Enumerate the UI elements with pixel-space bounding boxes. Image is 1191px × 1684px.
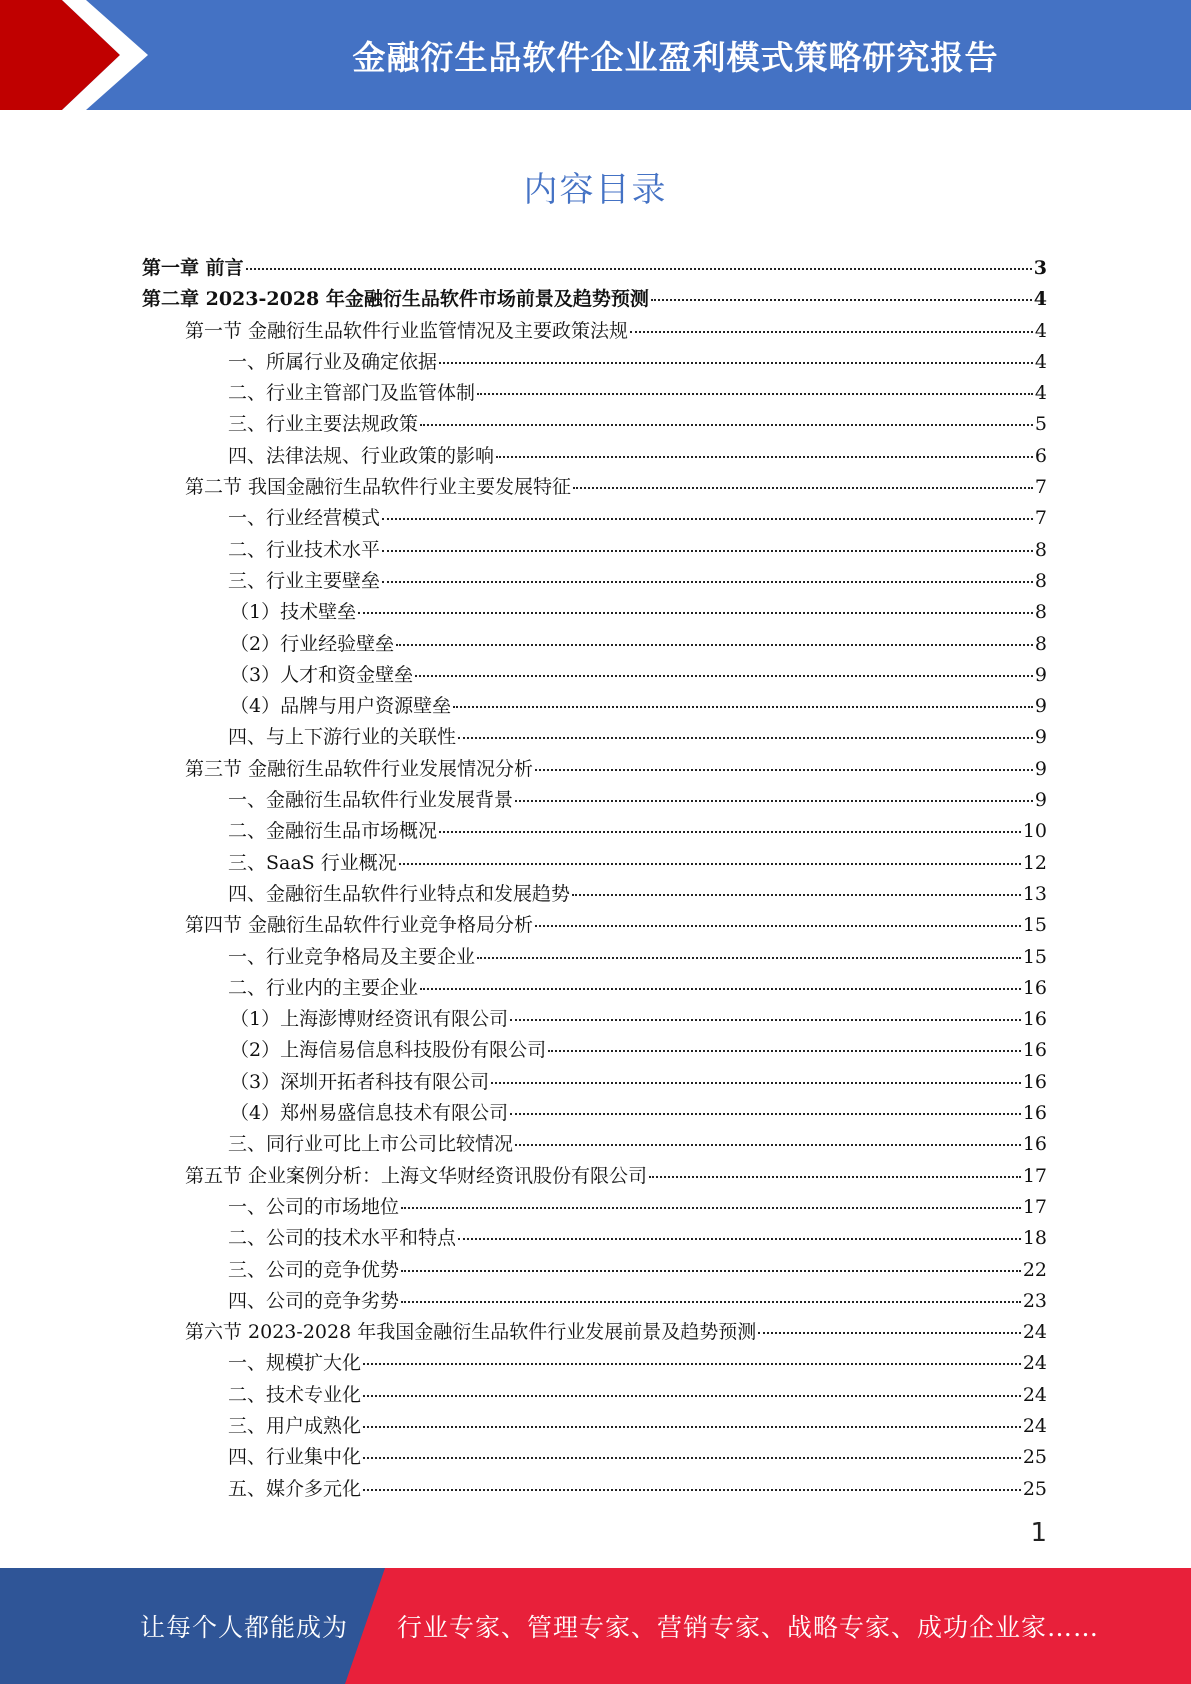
toc-entry[interactable] xyxy=(142,284,1047,315)
toc-entry-page: 4 xyxy=(1034,319,1047,342)
toc-entry[interactable] xyxy=(142,1067,1047,1098)
toc-entry-label: 二、金融衍生品市场概况 xyxy=(228,820,438,843)
toc-entry-page: 7 xyxy=(1034,507,1047,530)
toc-leader-dots xyxy=(458,737,1033,739)
toc-entry[interactable] xyxy=(142,848,1047,879)
toc-entry-page: 17 xyxy=(1022,1195,1047,1218)
toc-entry-page: 10 xyxy=(1022,820,1047,843)
toc-entry-label: （1）上海澎博财经资讯有限公司 xyxy=(230,1008,509,1031)
toc-entry[interactable] xyxy=(142,253,1047,284)
toc-entry-page: 24 xyxy=(1022,1414,1047,1437)
toc-entry-label: （2）上海信易信息科技股份有限公司 xyxy=(230,1039,547,1062)
toc-entry[interactable] xyxy=(142,1317,1047,1348)
toc-entry[interactable] xyxy=(142,722,1047,753)
toc-entry[interactable] xyxy=(142,441,1047,472)
footer-slogan-left: 让每个人都能成为 xyxy=(140,1613,349,1642)
page-number: 1 xyxy=(1030,1518,1047,1548)
toc-leader-dots xyxy=(358,612,1033,614)
toc-entry-page: 7 xyxy=(1034,476,1047,499)
toc-entry-page: 4 xyxy=(1034,382,1047,405)
toc-entry-label: 二、行业技术水平 xyxy=(228,538,381,561)
toc-entry-page: 15 xyxy=(1022,945,1047,968)
toc-leader-dots xyxy=(510,1113,1021,1115)
toc-leader-dots xyxy=(396,644,1033,646)
toc-entry-page: 9 xyxy=(1034,695,1047,718)
toc-entry-page: 5 xyxy=(1034,413,1047,436)
toc-leader-dots xyxy=(477,393,1033,395)
toc-entry-page: 18 xyxy=(1022,1227,1047,1250)
toc-entry-label: （4）郑州易盛信息技术有限公司 xyxy=(230,1102,509,1125)
toc-entry-page: 25 xyxy=(1022,1446,1047,1469)
toc-entry-label: 五、媒介多元化 xyxy=(228,1477,362,1500)
toc-leader-dots xyxy=(439,831,1021,833)
toc-entry[interactable] xyxy=(142,691,1047,722)
toc-leader-dots xyxy=(401,1207,1021,1209)
toc-entry-label: 第三节 金融衍生品软件行业发展情况分析 xyxy=(185,757,534,780)
toc-entry-page: 17 xyxy=(1022,1164,1047,1187)
toc-entry[interactable] xyxy=(142,597,1047,628)
toc-entry[interactable] xyxy=(142,973,1047,1004)
toc-entry-page: 9 xyxy=(1034,789,1047,812)
toc-leader-dots xyxy=(453,706,1033,708)
report-title: 金融衍生品软件企业盈利模式策略研究报告 xyxy=(352,37,999,77)
toc-entry[interactable] xyxy=(142,1255,1047,1286)
toc-entry-label: 一、公司的市场地位 xyxy=(228,1195,400,1218)
toc-leader-dots xyxy=(401,1301,1021,1303)
toc-entry-page: 16 xyxy=(1022,1133,1047,1156)
toc-heading: 内容目录 xyxy=(523,170,668,210)
toc-entry[interactable] xyxy=(142,1474,1047,1505)
toc-entry-page: 15 xyxy=(1022,914,1047,937)
toc-entry-label: 四、与上下游行业的关联性 xyxy=(228,726,457,749)
toc-leader-dots xyxy=(515,1144,1021,1146)
toc-entry-page: 8 xyxy=(1034,601,1047,624)
toc-entry-label: （4）品牌与用户资源壁垒 xyxy=(230,695,452,718)
toc-leader-dots xyxy=(477,957,1021,959)
toc-leader-dots xyxy=(420,424,1033,426)
toc-leader-dots xyxy=(458,1238,1021,1240)
toc-entry-page: 16 xyxy=(1022,1039,1047,1062)
toc-entry[interactable] xyxy=(142,409,1047,440)
toc-entry[interactable] xyxy=(142,1380,1047,1411)
toc-leader-dots xyxy=(535,925,1021,927)
toc-entry-page: 9 xyxy=(1034,726,1047,749)
toc-entry-page: 25 xyxy=(1022,1477,1047,1500)
toc-leader-dots xyxy=(535,769,1033,771)
toc-entry-label: 第二章 2023-2028 年金融衍生品软件市场前景及趋势预测 xyxy=(142,288,649,311)
toc-entry-label: 三、用户成熟化 xyxy=(228,1414,362,1437)
toc-leader-dots xyxy=(401,1270,1021,1272)
toc-leader-dots xyxy=(363,1395,1021,1397)
toc-entry-page: 12 xyxy=(1022,851,1047,874)
toc-entry-page: 16 xyxy=(1022,1102,1047,1125)
toc-leader-dots xyxy=(415,675,1033,677)
toc-leader-dots xyxy=(439,362,1033,364)
toc-entry[interactable] xyxy=(142,1192,1047,1223)
toc-entry-label: 二、技术专业化 xyxy=(228,1383,362,1406)
toc-entry[interactable] xyxy=(142,1286,1047,1317)
toc-leader-dots xyxy=(363,1426,1021,1428)
toc-entry-label: 一、规模扩大化 xyxy=(228,1352,362,1375)
toc-entry[interactable] xyxy=(142,1129,1047,1160)
toc-entry-page: 24 xyxy=(1022,1383,1047,1406)
toc-leader-dots xyxy=(630,331,1033,333)
toc-entry-label: 第四节 金融衍生品软件行业竞争格局分析 xyxy=(185,914,534,937)
toc-entry[interactable] xyxy=(142,660,1047,691)
toc-entry[interactable] xyxy=(142,503,1047,534)
toc-entry-page: 22 xyxy=(1022,1258,1047,1281)
toc-leader-dots xyxy=(548,1050,1021,1052)
toc-leader-dots xyxy=(758,1332,1021,1334)
toc-entry[interactable] xyxy=(142,1442,1047,1473)
toc-leader-dots xyxy=(573,487,1033,489)
toc-entry-label: 三、行业主要法规政策 xyxy=(228,413,419,436)
toc-entry[interactable] xyxy=(142,754,1047,785)
toc-entry[interactable] xyxy=(142,535,1047,566)
toc-entry[interactable] xyxy=(142,816,1047,847)
toc-entry-page: 16 xyxy=(1022,976,1047,999)
toc-entry[interactable] xyxy=(142,879,1047,910)
footer-slogan-right: 行业专家、管理专家、营销专家、战略专家、成功企业家…… xyxy=(397,1613,1100,1642)
toc-entry-label: 三、行业主要壁垒 xyxy=(228,569,381,592)
toc-entry-label: 第二节 我国金融衍生品软件行业主要发展特征 xyxy=(185,476,572,499)
toc-leader-dots xyxy=(491,1082,1021,1084)
toc-entry[interactable] xyxy=(142,316,1047,347)
toc-leader-dots xyxy=(382,550,1033,552)
toc-entry[interactable] xyxy=(142,472,1047,503)
toc-entry-label: 第六节 2023-2028 年我国金融衍生品软件行业发展前景及趋势预测 xyxy=(185,1321,757,1344)
toc-entry-label: 四、金融衍生品软件行业特点和发展趋势 xyxy=(228,882,571,905)
toc-entry[interactable] xyxy=(142,1348,1047,1379)
toc-entry-label: 一、行业经营模式 xyxy=(228,507,381,530)
toc-entry[interactable] xyxy=(142,1161,1047,1192)
toc-entry-label: 二、公司的技术水平和特点 xyxy=(228,1227,457,1250)
toc-entry[interactable] xyxy=(142,566,1047,597)
toc-entry[interactable] xyxy=(142,347,1047,378)
toc-entry-page: 24 xyxy=(1022,1352,1047,1375)
toc-leader-dots xyxy=(363,1489,1021,1491)
toc-entry[interactable] xyxy=(142,910,1047,941)
toc-leader-dots xyxy=(572,894,1021,896)
toc-entry[interactable] xyxy=(142,1098,1047,1129)
toc-entry-page: 13 xyxy=(1022,882,1047,905)
toc-entry-page: 8 xyxy=(1034,538,1047,561)
toc-entry[interactable] xyxy=(142,1004,1047,1035)
toc-entry[interactable] xyxy=(142,1223,1047,1254)
toc-entry-label: 第一章 前言 xyxy=(142,257,244,279)
toc-entry-label: （2）行业经验壁垒 xyxy=(230,632,395,655)
toc-leader-dots xyxy=(246,268,1032,270)
toc-leader-dots xyxy=(510,1019,1021,1021)
toc-leader-dots xyxy=(515,800,1033,802)
toc-entry-page: 9 xyxy=(1034,757,1047,780)
toc-entry-label: 二、行业内的主要企业 xyxy=(228,976,419,999)
toc-entry-label: 一、所属行业及确定依据 xyxy=(228,350,438,373)
toc-entry-page: 4 xyxy=(1033,288,1047,311)
toc-entry[interactable] xyxy=(142,1411,1047,1442)
toc-leader-dots xyxy=(399,863,1021,865)
toc-leader-dots xyxy=(651,299,1032,301)
toc-entry-page: 4 xyxy=(1034,350,1047,373)
toc-leader-dots xyxy=(382,581,1033,583)
toc-entry-label: （1）技术壁垒 xyxy=(230,601,357,624)
toc-entry-label: 四、公司的竞争劣势 xyxy=(228,1289,400,1312)
table-of-contents xyxy=(142,253,1047,1505)
toc-entry-label: 二、行业主管部门及监管体制 xyxy=(228,382,476,405)
toc-entry-page: 16 xyxy=(1022,1008,1047,1031)
toc-entry-page: 8 xyxy=(1034,632,1047,655)
toc-entry-label: （3）深圳开拓者科技有限公司 xyxy=(230,1070,490,1093)
toc-entry-page: 24 xyxy=(1022,1321,1047,1344)
toc-entry[interactable] xyxy=(142,1035,1047,1066)
toc-leader-dots xyxy=(363,1457,1021,1459)
toc-entry-label: 一、行业竞争格局及主要企业 xyxy=(228,945,476,968)
toc-entry-label: 一、金融衍生品软件行业发展背景 xyxy=(228,789,514,812)
toc-entry-label: 三、同行业可比上市公司比较情况 xyxy=(228,1133,514,1156)
toc-leader-dots xyxy=(649,1176,1021,1178)
header-banner xyxy=(0,0,1191,110)
toc-entry-label: （3）人才和资金壁垒 xyxy=(230,663,414,686)
toc-entry-page: 3 xyxy=(1033,257,1047,279)
footer-banner xyxy=(0,1568,1191,1684)
toc-leader-dots xyxy=(382,518,1033,520)
toc-entry-page: 6 xyxy=(1034,444,1047,467)
toc-entry-label: 四、行业集中化 xyxy=(228,1446,362,1469)
toc-entry-label: 三、公司的竞争优势 xyxy=(228,1258,400,1281)
toc-entry-label: 四、法律法规、行业政策的影响 xyxy=(228,444,495,467)
toc-entry-page: 23 xyxy=(1022,1289,1047,1312)
toc-entry-label: 第一节 金融衍生品软件行业监管情况及主要政策法规 xyxy=(185,319,629,342)
toc-entry-label: 三、SaaS 行业概况 xyxy=(228,851,397,874)
toc-entry-page: 8 xyxy=(1034,569,1047,592)
toc-leader-dots xyxy=(363,1363,1021,1365)
toc-entry[interactable] xyxy=(142,378,1047,409)
toc-entry[interactable] xyxy=(142,785,1047,816)
toc-entry[interactable] xyxy=(142,629,1047,660)
toc-entry-page: 16 xyxy=(1022,1070,1047,1093)
toc-leader-dots xyxy=(496,456,1033,458)
toc-entry-label: 第五节 企业案例分析：上海文华财经资讯股份有限公司 xyxy=(185,1164,648,1187)
toc-entry-page: 9 xyxy=(1034,663,1047,686)
toc-leader-dots xyxy=(420,988,1021,990)
toc-entry[interactable] xyxy=(142,942,1047,973)
